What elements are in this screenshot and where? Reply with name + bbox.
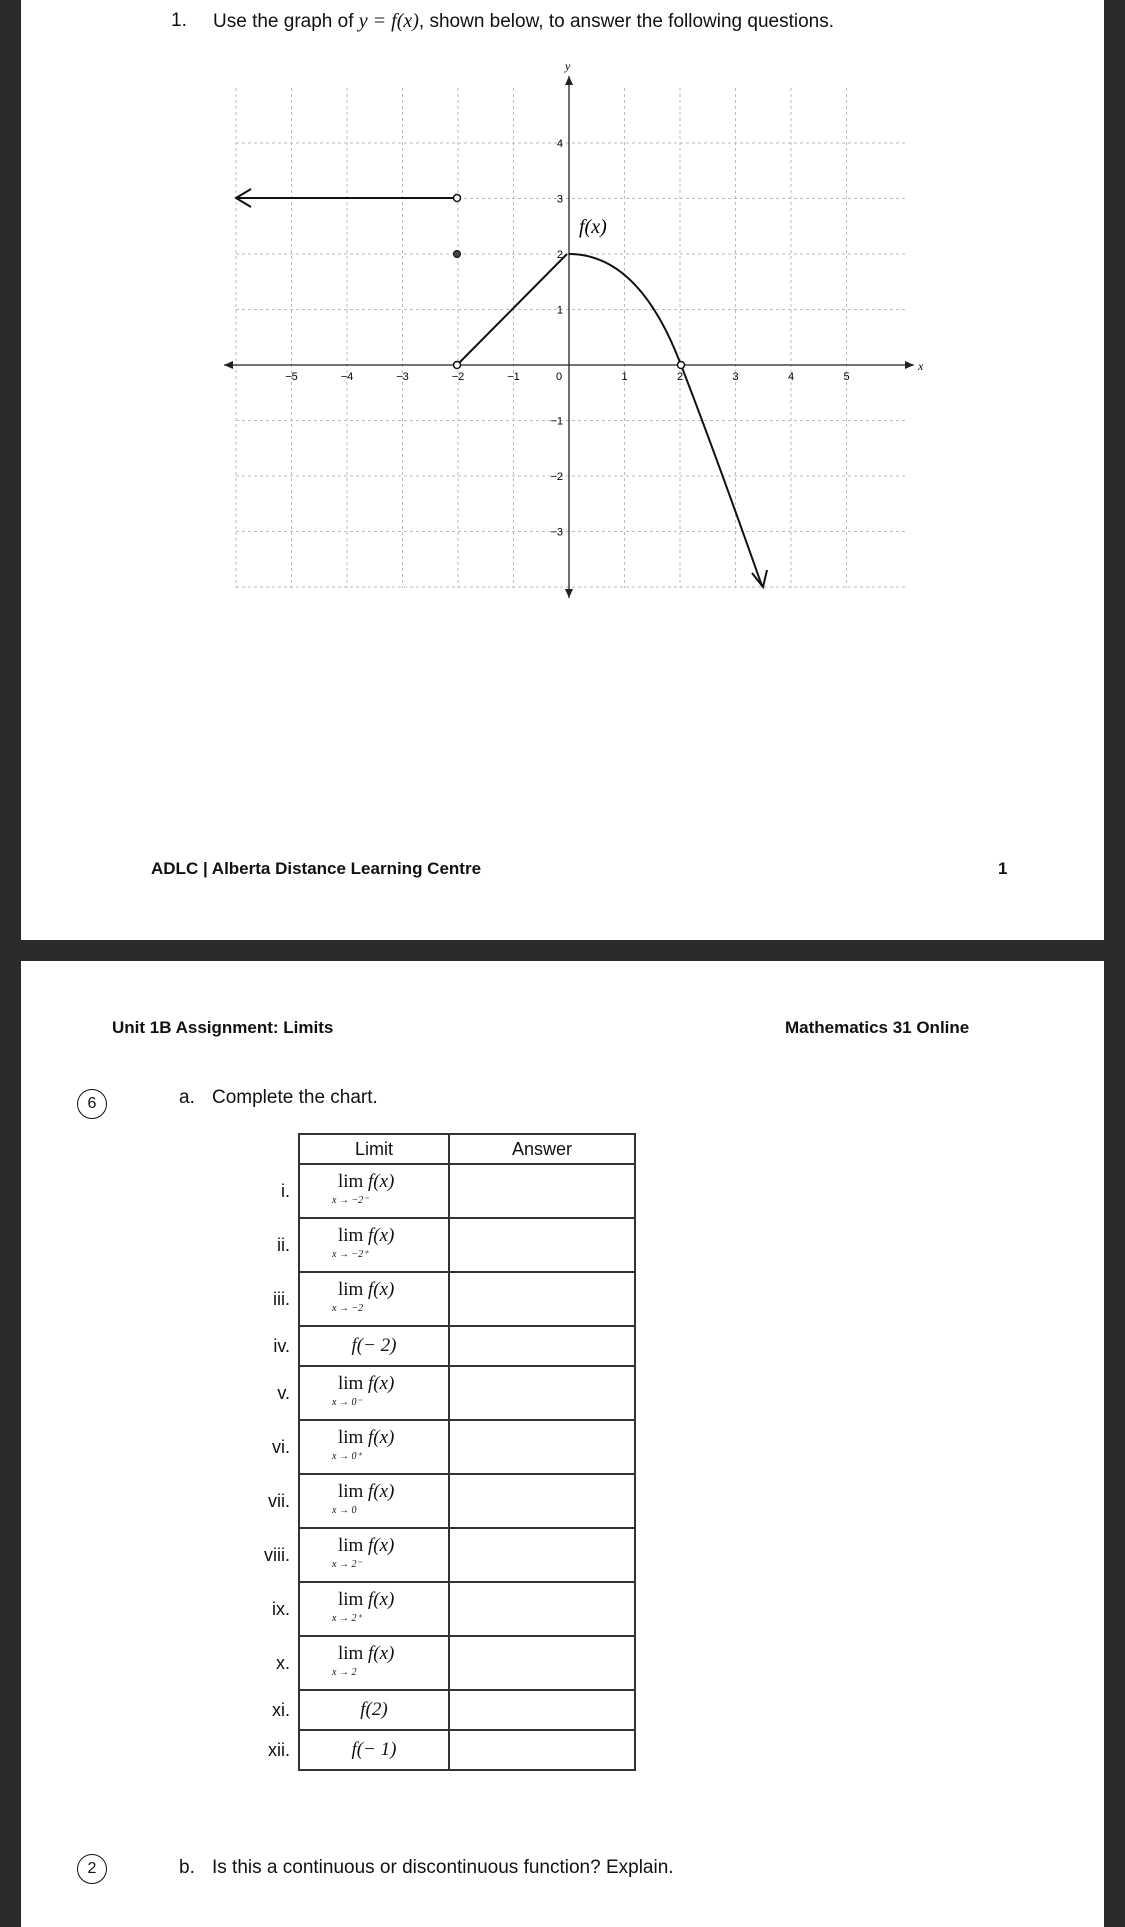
limit-subscript: x → −2 xyxy=(332,1303,364,1314)
row-number: iii. xyxy=(273,1288,290,1309)
limit-function: f(x) xyxy=(368,1373,395,1394)
lim-word: lim xyxy=(338,1481,364,1502)
answer-cell[interactable] xyxy=(449,1474,635,1528)
limit-subscript: x → 0⁺ xyxy=(332,1451,362,1462)
footer-school: ADLC | Alberta Distance Learning Centre xyxy=(151,859,482,878)
y-tick-label: 2 xyxy=(556,249,563,261)
row-number: i. xyxy=(281,1180,290,1201)
row-number: iv. xyxy=(273,1335,290,1356)
open-point-neg2-0 xyxy=(454,362,461,369)
lim-word: lim xyxy=(338,1225,364,1246)
row-number: vi. xyxy=(272,1436,290,1457)
limit-subscript: x → 2⁺ xyxy=(332,1613,362,1624)
limit-expression xyxy=(299,1218,449,1272)
row-number: viii. xyxy=(264,1544,290,1565)
limit-subscript: x → 2⁻ xyxy=(332,1559,362,1570)
table-row xyxy=(256,1326,635,1366)
question-text-after: , shown below, to answer the following questions. xyxy=(418,11,834,32)
x-tick-label: 1 xyxy=(621,371,628,383)
row-number: ii. xyxy=(277,1234,290,1255)
limit-expression xyxy=(299,1582,449,1636)
x-axis-label: x xyxy=(918,359,924,373)
answer-cell[interactable] xyxy=(449,1582,635,1636)
x-tick-label: −4 xyxy=(340,371,354,383)
table-row xyxy=(256,1528,635,1582)
limit-function: f(x) xyxy=(368,1481,395,1502)
answer-cell[interactable] xyxy=(449,1636,635,1690)
limit-expression xyxy=(299,1326,449,1366)
limit-notation xyxy=(330,1423,418,1465)
part-b-label: b. xyxy=(179,1857,195,1878)
course-title: Mathematics 31 Online xyxy=(785,1018,970,1037)
limit-subscript: x → 0 xyxy=(332,1505,357,1516)
function-value: f(− 2) xyxy=(351,1335,397,1356)
open-point-2-0 xyxy=(678,362,685,369)
limit-notation xyxy=(330,1275,418,1317)
x-axis-right-arrow xyxy=(905,361,914,369)
function-curves xyxy=(236,189,767,587)
footer-page-number: 1 xyxy=(998,859,1008,878)
limit-function: f(x) xyxy=(368,1279,395,1300)
limit-expression xyxy=(299,1528,449,1582)
x-tick-label: −5 xyxy=(285,371,298,383)
graph-grid xyxy=(236,88,906,588)
lim-word: lim xyxy=(338,1427,364,1448)
y-tick-label: 4 xyxy=(556,138,563,150)
answer-cell[interactable] xyxy=(449,1420,635,1474)
x-tick-label: −1 xyxy=(507,371,520,383)
x-tick-label: 3 xyxy=(732,371,739,383)
marks-badge-a: 6 xyxy=(77,1089,107,1119)
limit-expression xyxy=(299,1420,449,1474)
x-tick-label: −2 xyxy=(451,371,465,383)
table-row xyxy=(256,1582,635,1636)
table-row xyxy=(256,1272,635,1326)
part-a-text: Complete the chart. xyxy=(212,1087,378,1108)
limit-expression xyxy=(299,1474,449,1528)
table-row xyxy=(256,1636,635,1690)
limit-notation xyxy=(330,1639,418,1681)
row-number: x. xyxy=(275,1652,290,1673)
y-axis-label: y xyxy=(565,59,571,73)
limit-expression xyxy=(299,1730,449,1770)
answer-cell[interactable] xyxy=(449,1730,635,1770)
function-graph xyxy=(21,0,1104,620)
limit-subscript: x → −2⁻ xyxy=(332,1195,369,1206)
marks-badge-b: 2 xyxy=(77,1854,107,1884)
limit-notation xyxy=(330,1167,418,1209)
y-tick-label: 3 xyxy=(556,193,563,206)
x-axis-left-arrow xyxy=(224,361,233,369)
answer-cell[interactable] xyxy=(449,1528,635,1582)
answer-cell[interactable] xyxy=(449,1690,635,1730)
lim-word: lim xyxy=(338,1171,364,1192)
x-tick-label: 0 xyxy=(555,371,563,383)
limit-function: f(x) xyxy=(368,1171,395,1192)
lim-word: lim xyxy=(338,1589,364,1610)
row-number: xii. xyxy=(268,1739,290,1760)
table-row xyxy=(256,1164,635,1218)
x-tick-label: 5 xyxy=(843,371,850,383)
table-row xyxy=(256,1366,635,1420)
x-tick-label: 4 xyxy=(787,371,795,383)
row-number: xi. xyxy=(272,1699,290,1720)
y-tick-label: 1 xyxy=(556,304,563,317)
col-header-limit: Limit xyxy=(299,1134,449,1164)
limit-function: f(x) xyxy=(368,1643,395,1664)
limit-function: f(x) xyxy=(368,1589,395,1610)
lim-word: lim xyxy=(338,1373,364,1394)
lim-word: lim xyxy=(338,1535,364,1556)
page-2 xyxy=(21,961,1104,1927)
question-number: 1. xyxy=(171,10,187,31)
y-tick-label: −2 xyxy=(550,471,563,483)
limit-expression xyxy=(299,1690,449,1730)
y-tick-label: −1 xyxy=(550,415,563,428)
limit-expression xyxy=(299,1636,449,1690)
y-axis-up-arrow xyxy=(565,76,573,85)
x-tick-label: 2 xyxy=(676,371,684,383)
row-number: ix. xyxy=(272,1598,290,1619)
limit-notation xyxy=(330,1369,418,1411)
limit-notation xyxy=(330,1585,418,1627)
table-row xyxy=(256,1474,635,1528)
limits-chart xyxy=(256,1133,636,1771)
answer-cell[interactable] xyxy=(449,1366,635,1420)
limit-expression xyxy=(299,1164,449,1218)
table-row xyxy=(256,1730,635,1770)
answer-cell[interactable] xyxy=(449,1326,635,1366)
assignment-title: Unit 1B Assignment: Limits xyxy=(112,1018,334,1037)
question-text-before: Use the graph of xyxy=(213,11,354,32)
limit-subscript: x → 0⁻ xyxy=(332,1397,362,1408)
part-b-text: Is this a continuous or discontinuous function? Explain. xyxy=(212,1857,674,1878)
limit-function: f(x) xyxy=(368,1427,395,1448)
limit-notation xyxy=(330,1531,418,1573)
function-label: f(x) xyxy=(579,216,607,238)
x-tick-label: −3 xyxy=(396,371,409,383)
limit-subscript: x → −2⁺ xyxy=(332,1249,369,1260)
closed-point-neg2-2 xyxy=(454,251,461,258)
row-number: v. xyxy=(277,1382,290,1403)
table-row xyxy=(256,1690,635,1730)
col-header-answer: Answer xyxy=(449,1134,635,1164)
limit-function: f(x) xyxy=(368,1225,395,1246)
limit-notation xyxy=(330,1477,418,1519)
lim-word: lim xyxy=(338,1643,364,1664)
limit-subscript: x → 2 xyxy=(332,1667,357,1678)
function-value: f(− 1) xyxy=(351,1739,397,1760)
answer-cell[interactable] xyxy=(449,1218,635,1272)
y-tick-label: −3 xyxy=(550,526,563,539)
table-row xyxy=(256,1218,635,1272)
table-row xyxy=(256,1420,635,1474)
open-point-neg2-3 xyxy=(454,195,461,202)
function-value: f(2) xyxy=(360,1699,388,1720)
question-math: y = f(x) xyxy=(358,10,419,32)
part-a-label: a. xyxy=(179,1087,195,1108)
row-number: vii. xyxy=(268,1490,290,1511)
limit-function: f(x) xyxy=(368,1535,395,1556)
graph-axes xyxy=(224,59,924,598)
lim-word: lim xyxy=(338,1279,364,1300)
page-1 xyxy=(21,0,1104,940)
y-axis-down-arrow xyxy=(565,589,573,598)
answer-cell[interactable] xyxy=(449,1164,635,1218)
answer-cell[interactable] xyxy=(449,1272,635,1326)
limit-expression xyxy=(299,1272,449,1326)
limit-expression xyxy=(299,1366,449,1420)
limit-notation xyxy=(330,1221,418,1263)
